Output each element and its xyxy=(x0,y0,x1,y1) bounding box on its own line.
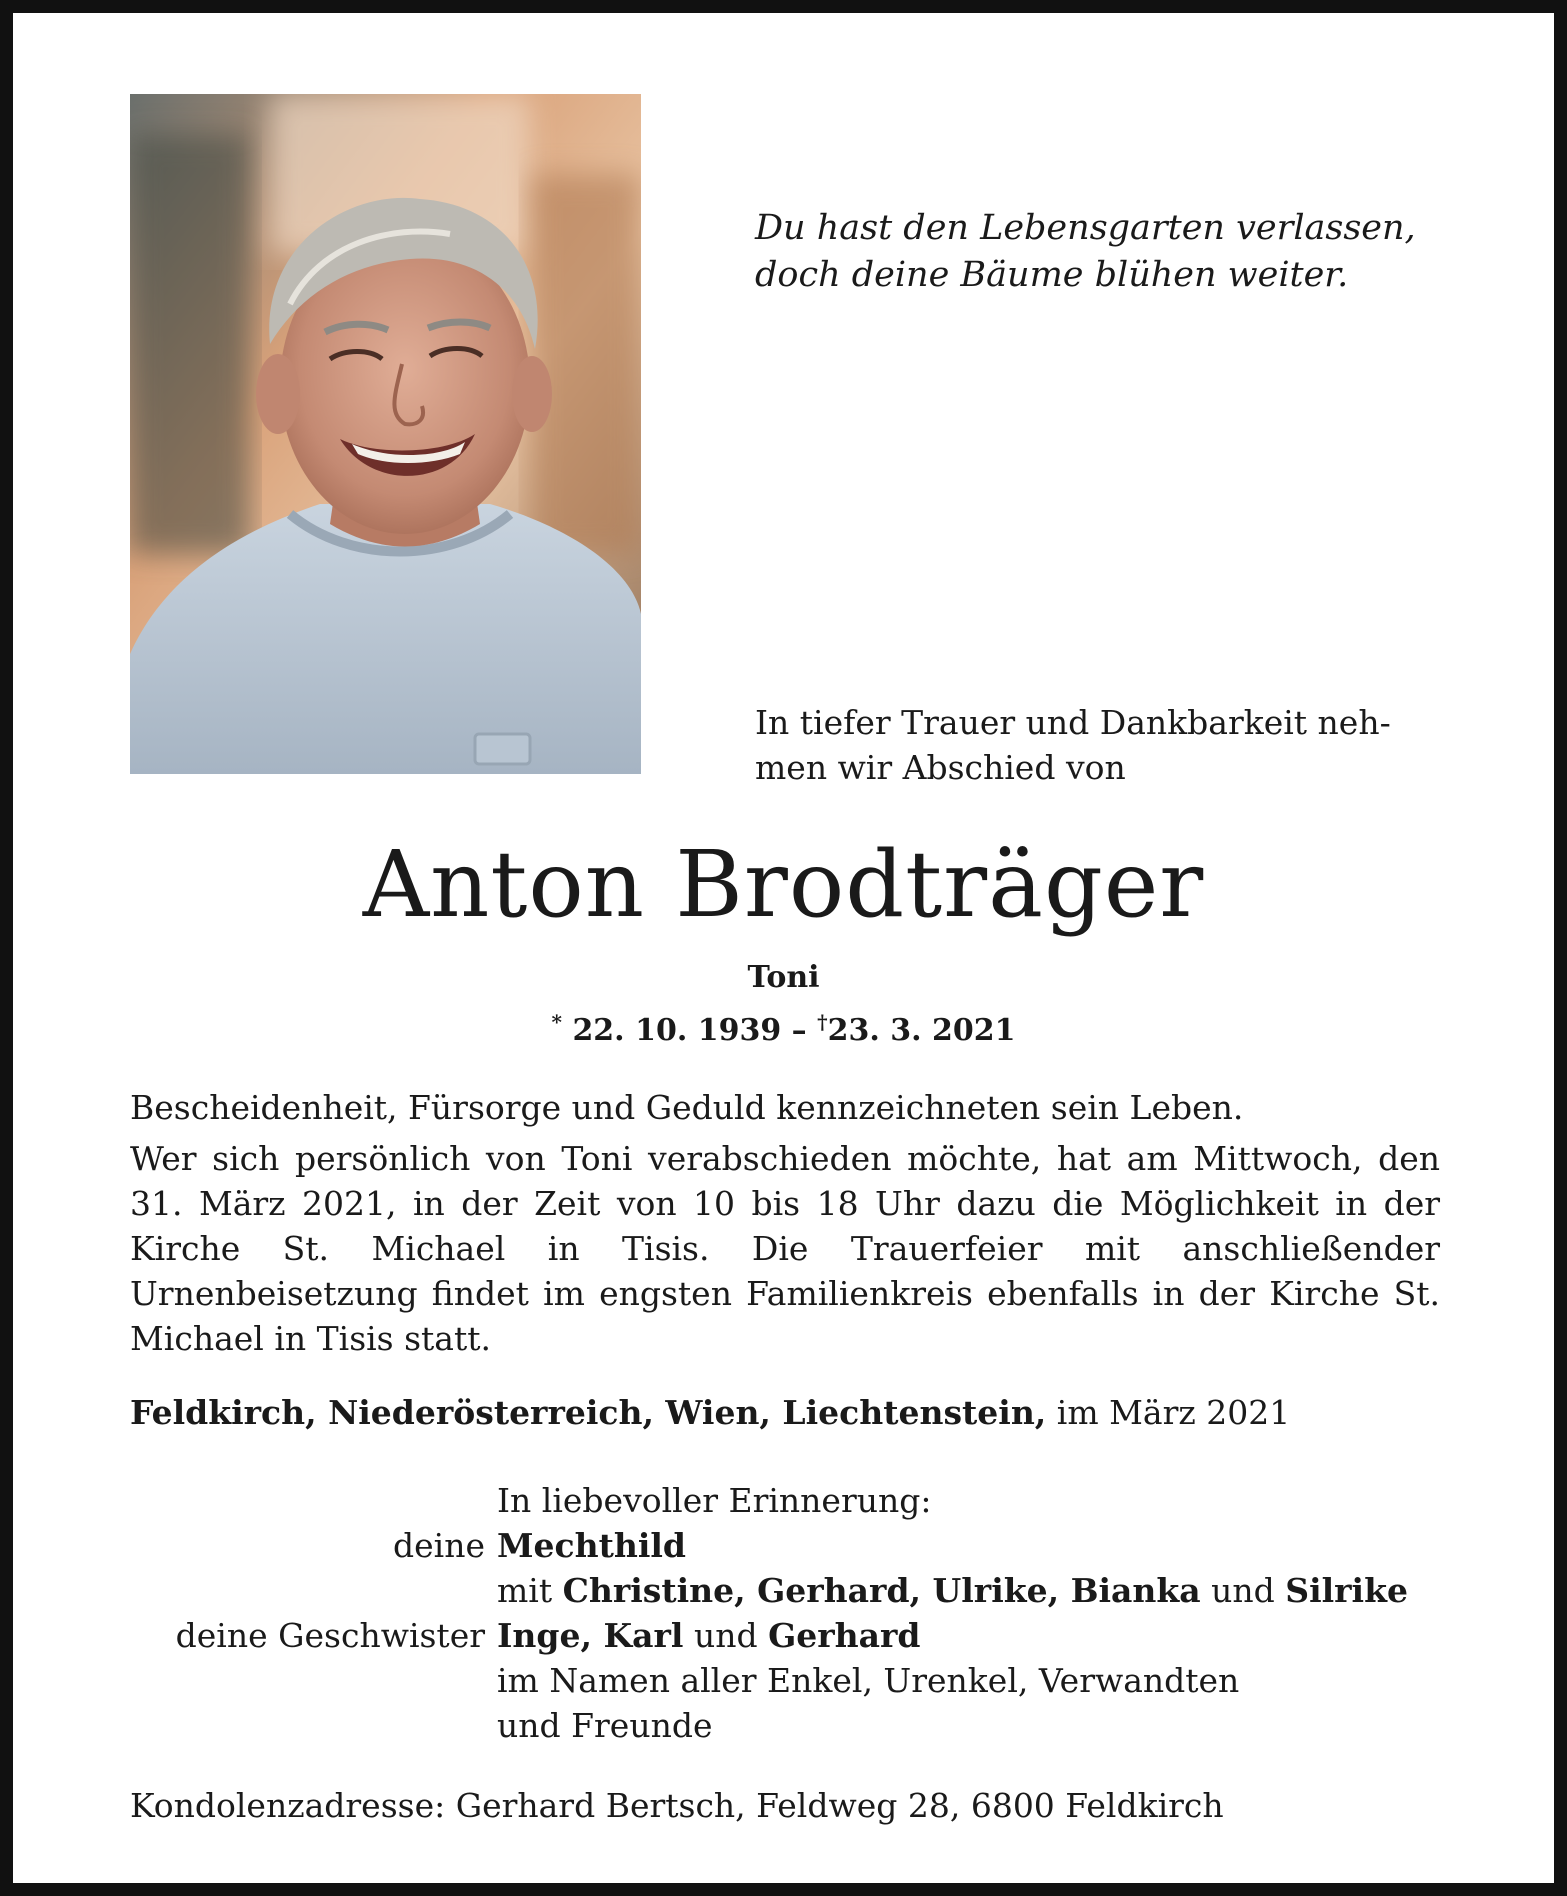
mourner-gerhard: Gerhard xyxy=(768,1616,921,1655)
portrait-photo xyxy=(130,94,641,774)
mourners-label xyxy=(130,1478,497,1523)
motto-line-1: Du hast den Lebensgarten verlassen, xyxy=(755,208,1416,248)
mourners-block xyxy=(130,1478,1440,1748)
places-line xyxy=(130,1390,1440,1435)
body-paragraph-1: Bescheidenheit, Fürsorge und Geduld kennzeichneten sein Leben. xyxy=(130,1088,1244,1127)
intro-text xyxy=(755,700,1445,790)
birth-symbol: * xyxy=(551,1010,562,1034)
mourners-freunde: und Freunde xyxy=(497,1706,713,1745)
mourners-row xyxy=(130,1658,1440,1703)
mourners-und: und xyxy=(683,1616,769,1655)
death-date: 23. 3. 2021 xyxy=(827,1013,1016,1048)
portrait-illustration xyxy=(130,94,641,774)
mourners-label xyxy=(130,1658,497,1703)
mourners-row xyxy=(130,1523,1440,1568)
mourners-label: deine Geschwister xyxy=(175,1616,485,1655)
mourner-silrike: Silrike xyxy=(1285,1571,1408,1610)
mourner-mechthild: Mechthild xyxy=(497,1526,686,1565)
motto-quote xyxy=(755,205,1455,299)
mourners-children: Christine, Gerhard, Ulrike, Bianka xyxy=(562,1571,1201,1610)
death-symbol: † xyxy=(817,1010,828,1034)
places-date: im März 2021 xyxy=(1046,1393,1291,1432)
birth-date: 22. 10. 1939 xyxy=(572,1013,782,1048)
mourners-row xyxy=(130,1568,1440,1613)
mourners-label: deine xyxy=(393,1526,485,1565)
mourners-und: und xyxy=(1200,1571,1286,1610)
deceased-name: Anton Brodträger xyxy=(362,831,1205,938)
mourners-row xyxy=(130,1703,1440,1748)
body-paragraph-2: Wer sich persönlich von Toni verabschieden möchte, hat am Mittwoch, den 31. März 2021, in der Zeit von 10 bis 18 Uhr dazu die Möglichkeit in der Kirche St. Michael in Tisis. Die Trauerfeier mit anschließender Urnenbeisetzung findet im engsten Familienkreis ebenfalls in der Kirche St. Michael in Tisis statt. xyxy=(130,1139,1440,1358)
obituary-body xyxy=(130,1085,1440,1367)
mourners-namen: im Namen aller Enkel, Urenkel, Verwandten xyxy=(497,1661,1240,1700)
mourners-siblings: Inge, Karl xyxy=(497,1616,684,1655)
deceased-nickname: Toni xyxy=(747,960,820,995)
mourners-heading: In liebevoller Erinnerung: xyxy=(497,1481,932,1520)
intro-line-1: In tiefer Trauer und Dankbarkeit neh- xyxy=(755,703,1391,742)
places-names: Feldkirch, Niederösterreich, Wien, Liechtenstein, xyxy=(130,1393,1047,1432)
mourners-row xyxy=(130,1613,1440,1658)
mourners-mit: mit xyxy=(497,1571,563,1610)
mourners-row xyxy=(130,1478,1440,1523)
mourners-label xyxy=(130,1568,497,1613)
date-separator: – xyxy=(781,1013,818,1048)
intro-line-2: men wir Abschied von xyxy=(755,748,1126,787)
condolence-address: Kondolenzadresse: Gerhard Bertsch, Feldweg 28, 6800 Feldkirch xyxy=(130,1786,1224,1825)
life-dates xyxy=(0,1002,1567,1051)
motto-line-2: doch deine Bäume blühen weiter. xyxy=(755,255,1349,295)
mourners-label xyxy=(130,1703,497,1748)
